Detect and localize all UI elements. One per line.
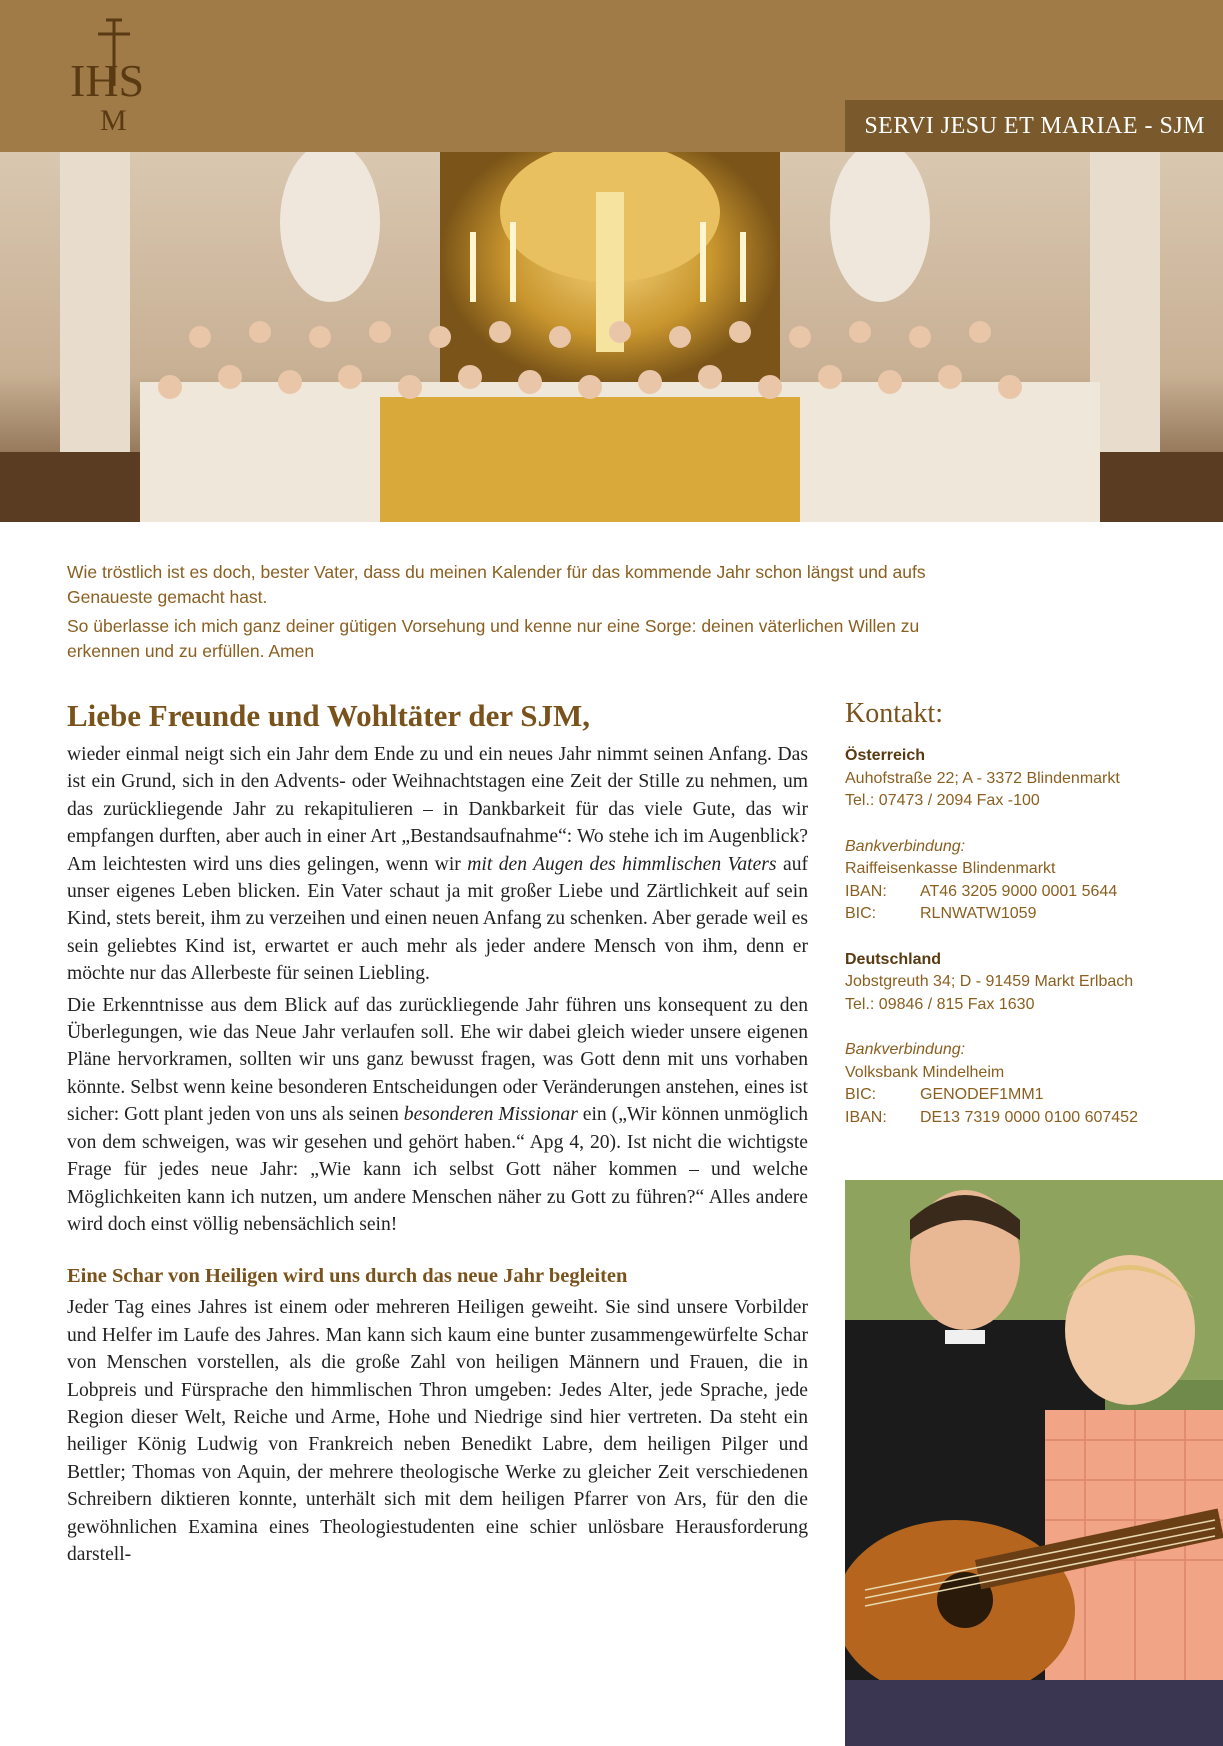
group-photo-altar-icon [0,152,1223,522]
article-paragraph-2: Die Erkenntnisse aus dem Blick auf das zurückliegende Jahr führen uns konsequent zu den Überlegungen, wie das Neue Jahr verlaufen soll. Ehe wir dabei gleich wieder unsere eigenen Pläne hervorkramen, sollten wir uns ganz bewusst fragen, was Gott denn mit uns vorhaben könnte. Selbst wenn keine besonderen Entscheidungen oder Veränderungen anstehen, eines ist sicher: Gott plant jeden von uns als seinen besonderen Missionar ein („Wir können unmöglich von dem schweigen, was wir gesehen und gehört haben.“ Apg 4, 20). Ist nicht die wichtigste Frage für jedes neue Jahr: „Wie kann ich selbst Gott näher kommen – und welche Möglichkeiten kann ich nutzen, um andere Menschen näher zu Gott zu führen?“ Alles andere wird doch einst völlig nebensächlich sein! [67,994,808,1235]
article-paragraph-1: wieder einmal neigt sich ein Jahr dem Ende zu und ein neues Jahr nimmt seinen Anfang. Das ist ein Grund, sich in den Advents- oder Weihnachtstagen eine Zeit der Stille zu nehmen, um das zurückliegende Jahr zu rekapitulieren – in Dankbarkeit für das viele Gute, das wir empfangen durften, aber auch in einer Art „Bestandsaufnahme“: Wo stehe ich im Augenblick? Am leichtesten wird uns dies gelingen, wenn wir mit den Augen des himmlischen Vaters auf unser eigenes Leben blicken. Ein Vater schaut ja mit großer Liebe und Zärtlichkeit auf sein Kind, stets bereit, ihm zu verzeihen und einen neuen Anfang zu schenken. Aber gerade weil es sein geliebtes Kind ist, erwartet er auch mehr als jeder andere Mensch von ihm, denn er möchte nur das Allerbeste für seinen Liebling. [67,744,809,985]
bank-label: Bankverbindung: [845,837,966,855]
bank-row: IBAN: AT46 3205 9000 0001 5644 [845,882,1118,900]
phone: Tel.: 07473 / 2094 Fax -100 [845,792,1040,809]
address: Auhofstraße 22; A - 3372 Blindenmarkt [845,769,1120,787]
country-label: Österreich [845,747,926,764]
address: Jobstgreuth 34; D - 91459 Markt Erlbach [845,973,1134,990]
phone: Tel.: 09846 / 815 Fax 1630 [845,995,1035,1013]
header-badge: SERVI JESU ET MARIAE - SJM [845,100,1223,152]
priest-with-child-guitar-icon [845,1180,1223,1746]
bank-austria [845,836,1215,926]
contact-austria [845,745,1215,813]
article-paragraph-3: Jeder Tag eines Jahres ist einem oder mehreren Heiligen geweiht. Sie sind unsere Vorbilder und Helfer im Laufe des Jahres. Man kann sich kaum eine bunter zusammengewürfelte Schar von Menschen vorstellen, als die große Zahl von heiligen Männern und Frauen, die in Lobpreis und Fürsprache den himmlischen Thron umgeben: Jedes Alter, jede Sprache, jede Region dieser Welt, Reiche und Arme, Hohe und Niedrige sind hier vertreten. Da steht ein heiliger König Ludwig von Frankreich neben Benedikt Labre, dem heiligen Pilger und Bettler; Thomas von Aquin, der mehrere theologische Werke zu gleicher Zeit verschiedenen Schreibern diktieren konnte, unterhält sich mit dem heiligen Pfarrer von Ars, für den die gewöhnlichen Examina eines Theologiestudenten eine schier unlösbare Herausforderung darstell- [67,1297,808,1565]
priest-child-photo [845,1180,1223,1746]
svg-text:M: M [100,104,127,134]
contact-heading: Kontakt: [845,698,943,729]
contact-germany [845,949,1215,1017]
ihs-monogram-logo [66,16,162,134]
country-label: Deutschland [845,950,942,968]
bank-germany [845,1039,1215,1129]
article-subheading: Eine Schar von Heiligen wird uns durch das neue Jahr begleiten [67,1265,628,1288]
bank-row: BIC: RLNWATW1059 [845,905,1037,922]
bank-label: Bankverbindung: [845,1041,966,1058]
bank-row: BIC: GENODEF1MM1 [845,1086,1044,1103]
article-title: Liebe Freunde und Wohltäter der SJM, [67,698,591,733]
prayer-paragraph-1: Wie tröstlich ist es doch, bester Vater, dass du meinen Kalender für das kommende Jahr schon längst und aufs Genaueste gemacht hast. [67,562,926,607]
svg-text:IHS: IHS [70,55,145,106]
bank-row: IBAN: DE13 7319 0000 0100 607452 [845,1108,1138,1126]
header-bar [0,0,1223,152]
prayer-text [67,560,957,668]
article [67,697,808,1572]
bank-name: Volksbank Mindelheim [845,1063,1005,1081]
bank-name: Raiffeisenkasse Blindenmarkt [845,860,1056,877]
prayer-paragraph-2: So überlasse ich mich ganz deiner gütigen Vorsehung und kenne nur eine Sorge: deinen väterlichen Willen zu erkennen und zu erfüllen. Amen [67,616,920,661]
hero-photo [0,152,1223,522]
contact-box [845,697,1215,1152]
